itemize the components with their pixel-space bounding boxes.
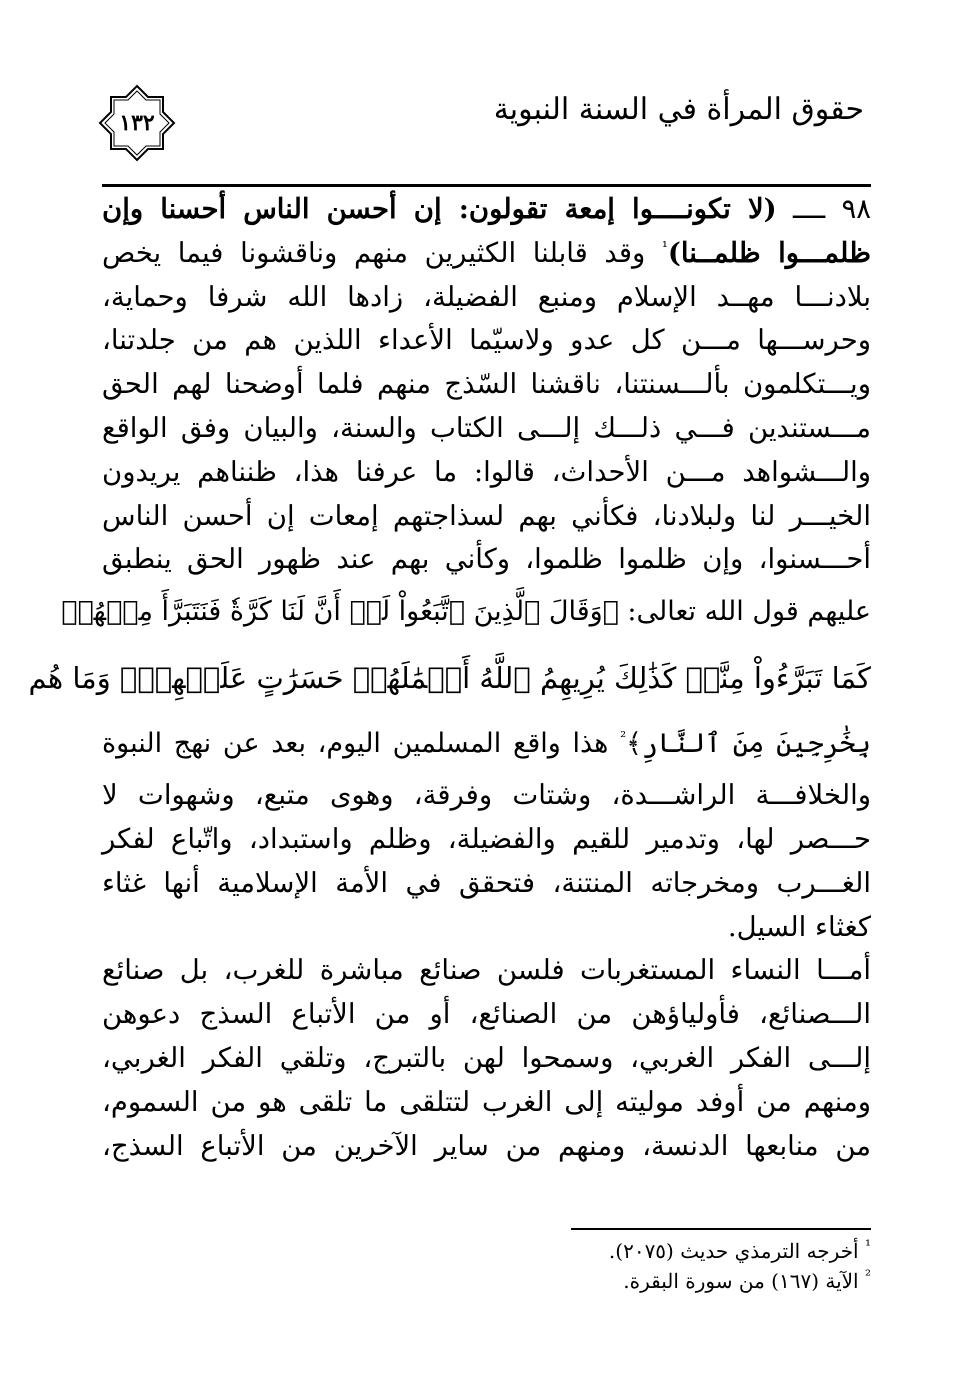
text-line bbox=[102, 319, 871, 363]
quran-verse: بِخَٰرِجِينَ مِنَ ٱلنَّارِ﴾ bbox=[626, 728, 871, 760]
text-segment: الـــصنائع، فأولياؤهن من الصنائع، أو من الأتباع السذج دعوهن bbox=[102, 998, 871, 1031]
text-line bbox=[61, 582, 871, 642]
text-segment: ظلمـــوا ظلمــنا) bbox=[667, 236, 871, 269]
quran-verse: كَمَا تَبَرَّءُواْ مِنَّاۗ كَذَٰلِكَ يُرِيهِمُ ٱللَّهُ أَعۡمَٰلَهُمۡ حَسَرَٰتٍ عَلَيۡهِمۡۖ وَمَا هُم bbox=[28, 661, 871, 696]
text-segment: (لا تكونــــوا إمعة تقولون: إن أحسن الناس أحسنا وإن bbox=[102, 193, 777, 225]
text-line bbox=[102, 774, 871, 818]
text-segment: إلـــى الفكر الغربي، وسمحوا لهن بالتبرج، وتلقي الفكر الغربي، bbox=[102, 1041, 871, 1074]
text-segment: أمـــا النساء المستغربات فلسن صنائع مباشرة للغرب، بل صنائع bbox=[102, 954, 871, 987]
footnote bbox=[609, 1266, 871, 1296]
text-line bbox=[102, 538, 871, 582]
quran-verse: ﴿وَقَالَ ٱلَّذِينَ ٱتَّبَعُواْ لَوۡ أَنَّ لَنَا كَرَّةٗ فَنَتَبَرَّأَ مِنۡهُمۡ bbox=[61, 596, 619, 628]
text-segment: ويـــتكلمون بألـــسنتنا، ناقشنا السّذج منهم فلما أوضحنا لهم الحق bbox=[102, 368, 871, 401]
text-segment: عليهم قول الله تعالى: bbox=[618, 596, 871, 628]
text-segment: بلادنـــا مهــد الإسلام ومنبع الفضيلة، زادها الله شرفا وحماية، bbox=[102, 280, 871, 313]
text-segment: كغثاء السيل. bbox=[727, 910, 871, 943]
footnote-mark: ¹ bbox=[864, 1236, 871, 1255]
page-number: ١٣٢ bbox=[119, 110, 155, 136]
footnote bbox=[609, 1236, 871, 1266]
text-line bbox=[102, 232, 871, 276]
text-line bbox=[102, 1125, 871, 1169]
text-line bbox=[102, 862, 871, 906]
text-segment: والـــشواهد مـــن الأحداث، قالوا: ما عرفنا هذا، ظنناهم يريدون bbox=[102, 455, 871, 488]
text-line bbox=[102, 407, 871, 451]
text-segment: والخلافـــة الراشـــدة، وشتات وفرقة، وهوى متبع، وشهوات لا bbox=[102, 779, 871, 812]
footnote-text: أخرجه الترمذي حديث (٢٠٧٥). bbox=[608, 1239, 865, 1263]
text-line bbox=[102, 1081, 871, 1125]
footnotes bbox=[609, 1236, 871, 1296]
body-text bbox=[28, 188, 871, 1168]
text-line bbox=[102, 451, 871, 495]
text-segment: وقد قابلنا الكثيرين منهم وناقشونا فيما يخص bbox=[102, 236, 662, 269]
text-line bbox=[102, 495, 871, 539]
text-line bbox=[102, 363, 871, 407]
footnote-mark: ² bbox=[864, 1266, 871, 1285]
text-line bbox=[102, 714, 871, 774]
text-segment: حـــصر لها، وتدمير للقيم والفضيلة، وظلم واستبداد، واتّباع لفكر bbox=[102, 822, 871, 855]
header-divider bbox=[102, 184, 871, 187]
text-segment: هذا واقع المسلمين اليوم، بعد عن نهج النبوة bbox=[102, 728, 621, 760]
text-segment: مـــستندين فـــي ذلـــك إلـــى الكتاب والسنة، والبيان وفق الواقع bbox=[102, 411, 871, 444]
text-line bbox=[102, 1037, 871, 1081]
text-line bbox=[102, 949, 871, 993]
footnote-ref: ¹ bbox=[661, 237, 668, 256]
text-segment: أحـــسنوا، وإن ظلموا ظلموا، وكأني بهم عند ظهور الحق ينطبق bbox=[102, 543, 871, 576]
text-segment: من منابعها الدنسة، ومنهم من ساير الآخرين من الأتباع السذج، bbox=[102, 1129, 871, 1162]
text-segment: وحرســـها مـــن كل عدو ولاسيّما الأعداء اللذين هم من جلدتنا، bbox=[102, 324, 871, 357]
text-line bbox=[102, 993, 871, 1037]
text-line bbox=[102, 818, 871, 862]
text-segment: الغـــرب ومخرجاته المنتنة، فتحقق في الأمة الإسلامية أنها غثاء bbox=[102, 866, 871, 899]
footnote-divider bbox=[571, 1228, 871, 1230]
running-header-title: حقوق المرأة في السنة النبوية bbox=[493, 92, 864, 127]
page-number-badge bbox=[98, 84, 176, 162]
text-segment: ٩٨ ــــ bbox=[776, 193, 871, 225]
text-line bbox=[102, 188, 871, 232]
text-line bbox=[102, 276, 871, 320]
footnote-text: الآية (١٦٧) من سورة البقرة. bbox=[623, 1269, 865, 1293]
text-segment: ومنهم من أوفد موليته إلى الغرب لتتلقى ما تلقى هو من السموم، bbox=[102, 1085, 871, 1118]
text-line bbox=[28, 642, 871, 714]
footnote-ref: ² bbox=[620, 728, 627, 747]
text-segment: الخيـــر لنا ولبلادنا، فكأني بهم لسذاجتهم إمعات إن أحسن الناس bbox=[102, 499, 871, 532]
text-line bbox=[102, 906, 871, 950]
